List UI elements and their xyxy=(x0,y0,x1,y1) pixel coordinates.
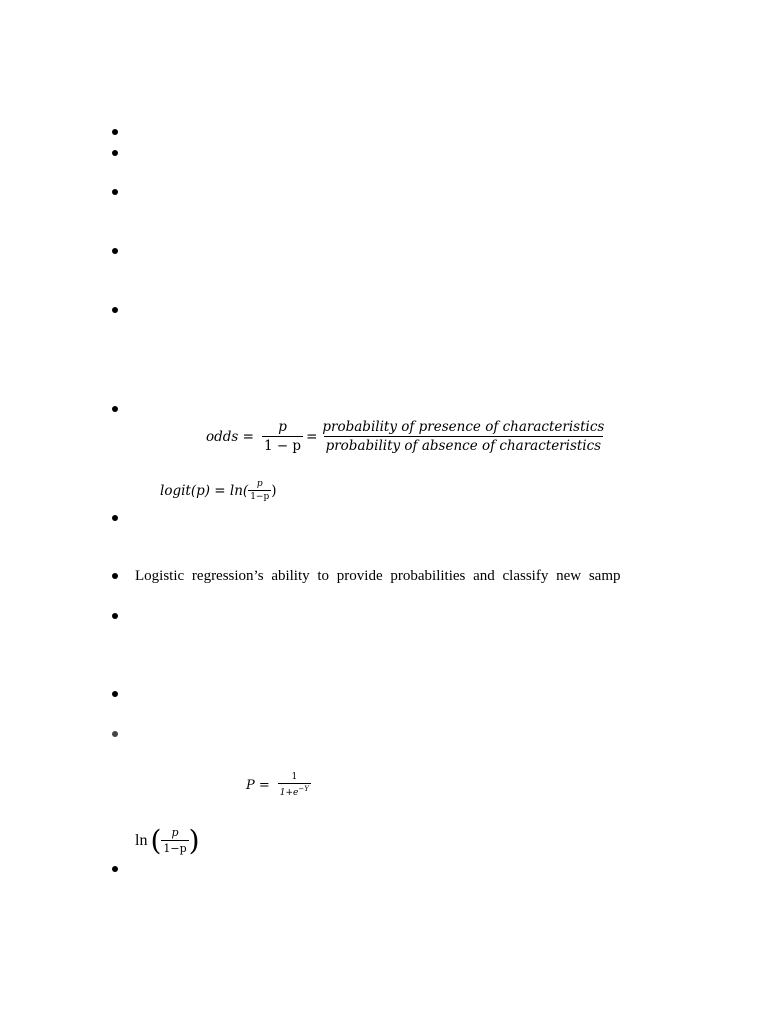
bullet-point xyxy=(112,691,118,697)
ln-fraction xyxy=(161,826,188,855)
bullet-point xyxy=(112,731,118,737)
sigmoid-den-base: 1+e xyxy=(279,788,299,798)
odds-lhs: odds = xyxy=(206,428,254,445)
bullet-point xyxy=(112,248,118,254)
logit-denominator: 1−p xyxy=(250,492,270,502)
bullet-point xyxy=(112,515,118,521)
ln-equation xyxy=(135,823,200,857)
odds-frac2-denominator: probability of absence of characteristics xyxy=(325,438,602,454)
sigmoid-denominator xyxy=(278,783,311,798)
odds-fraction-2 xyxy=(320,419,606,454)
ln-function: ln xyxy=(135,831,148,849)
ln-denominator: 1−p xyxy=(163,842,187,855)
odds-frac2-numerator: probability of presence of characteristics xyxy=(322,419,605,435)
bullet-point xyxy=(112,189,118,195)
bullet-point xyxy=(112,307,118,313)
paragraph-text: Logistic regression’s ability to provide probabilities and classify new samp xyxy=(135,568,621,584)
sigmoid-numerator: 1 xyxy=(291,772,298,782)
logit-fraction xyxy=(248,479,271,502)
ln-close-paren: ) xyxy=(188,823,200,857)
bullet-point xyxy=(112,129,118,135)
sigmoid-lhs: P = xyxy=(246,777,270,793)
bullet-point xyxy=(112,150,118,156)
sigmoid-fraction xyxy=(278,772,311,798)
bullet-point xyxy=(112,573,118,579)
logit-equation xyxy=(160,479,277,502)
odds-equation xyxy=(206,419,606,454)
odds-fraction-1 xyxy=(262,419,303,454)
odds-equals: = xyxy=(306,428,318,445)
bullet-point xyxy=(112,406,118,412)
bullet-point xyxy=(112,866,118,872)
ln-open-paren: ( xyxy=(150,823,162,857)
odds-frac1-numerator: p xyxy=(278,419,287,435)
odds-frac1-denominator: 1 − p xyxy=(263,438,302,454)
logit-numerator: p xyxy=(256,479,263,489)
sigmoid-equation xyxy=(246,772,311,798)
sigmoid-den-exponent: −Y xyxy=(298,785,309,793)
logit-close-paren: ) xyxy=(271,482,277,499)
ln-numerator: p xyxy=(171,826,179,839)
logit-lhs: logit(p) = ln( xyxy=(160,482,249,499)
bullet-point xyxy=(112,613,118,619)
